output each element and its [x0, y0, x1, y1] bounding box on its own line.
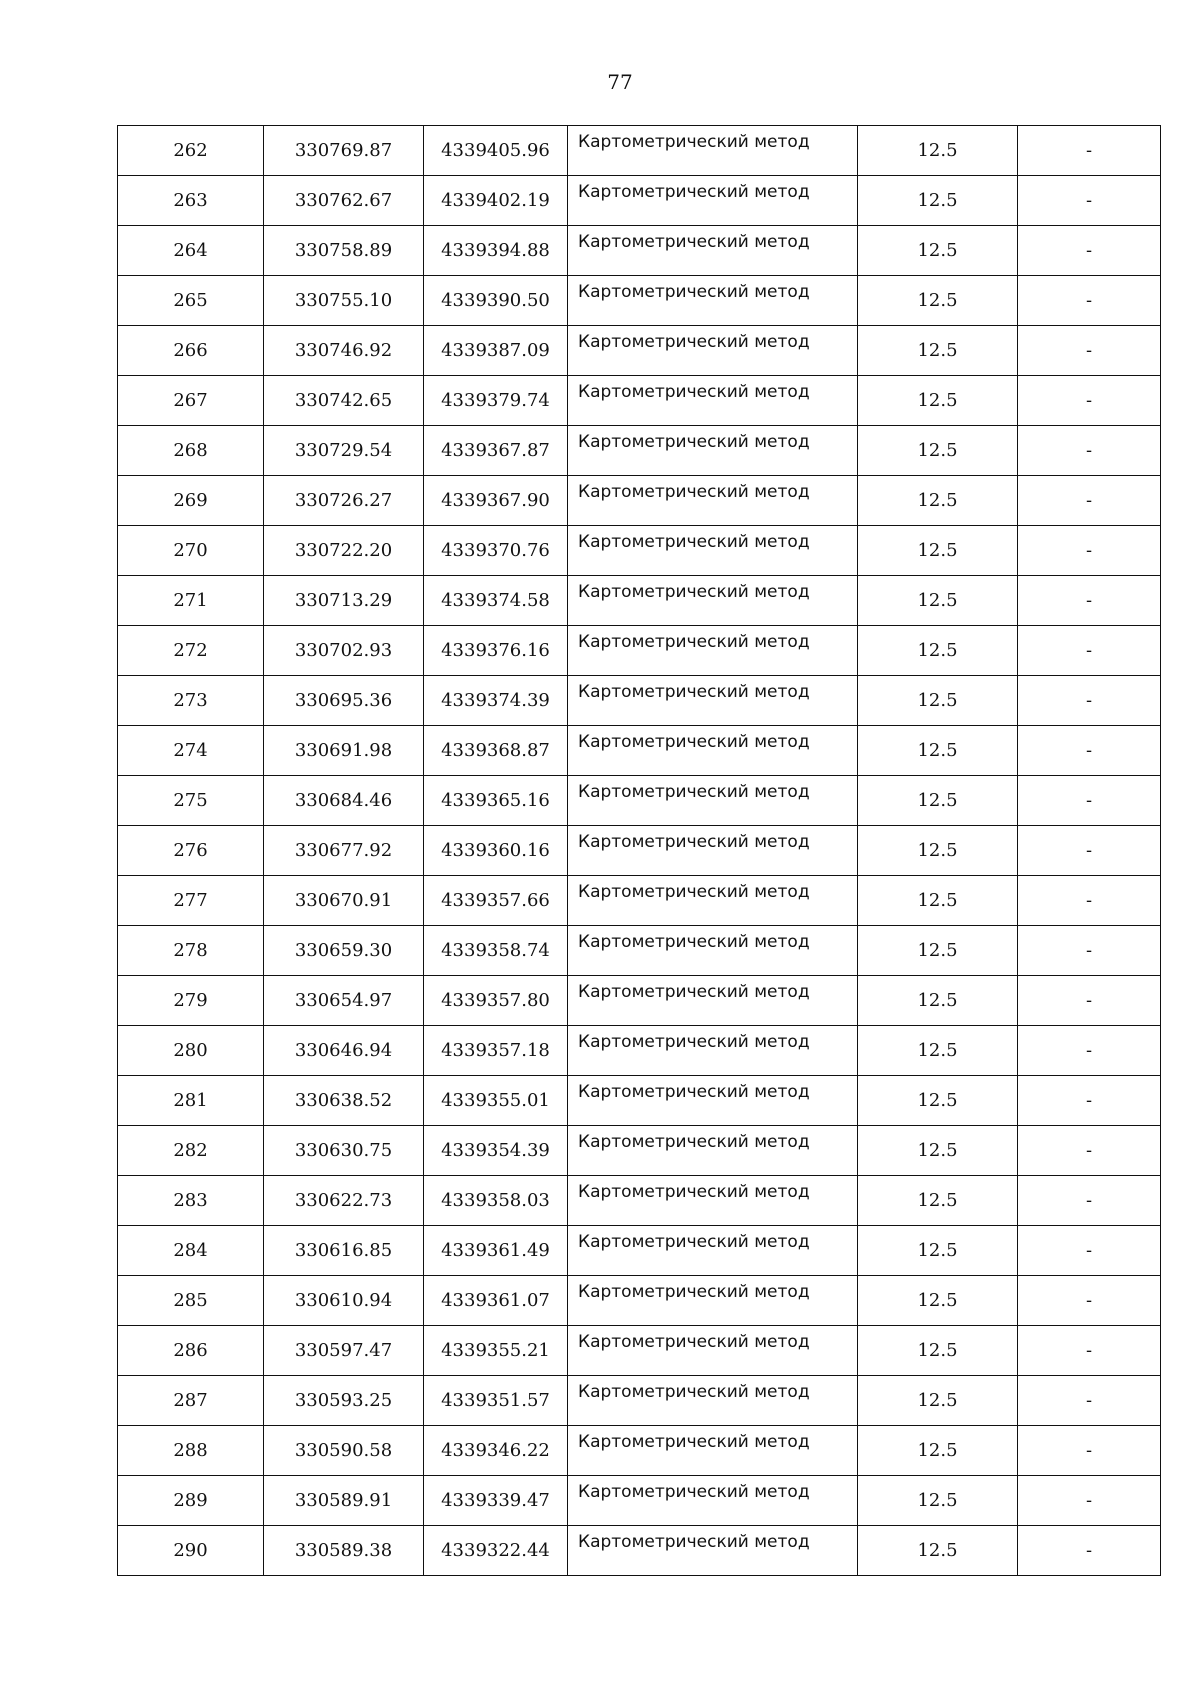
table-row	[118, 1426, 1161, 1476]
table-row	[118, 376, 1161, 426]
method-cell: Картометрический метод	[568, 1226, 858, 1276]
x-coordinate-cell: 330670.91	[264, 876, 424, 926]
x-coordinate-cell: 330659.30	[264, 926, 424, 976]
x-coordinate-cell: 330722.20	[264, 526, 424, 576]
point-number-cell: 283	[118, 1176, 264, 1226]
note-cell: -	[1018, 1126, 1161, 1176]
accuracy-cell: 12.5	[858, 326, 1018, 376]
accuracy-cell: 12.5	[858, 376, 1018, 426]
accuracy-cell: 12.5	[858, 1426, 1018, 1476]
note-cell: -	[1018, 1476, 1161, 1526]
method-cell: Картометрический метод	[568, 576, 858, 626]
table-row	[118, 876, 1161, 926]
point-number-cell: 265	[118, 276, 264, 326]
table-row	[118, 976, 1161, 1026]
table-row	[118, 276, 1161, 326]
accuracy-cell: 12.5	[858, 1476, 1018, 1526]
point-number-cell: 262	[118, 126, 264, 176]
x-coordinate-cell: 330589.91	[264, 1476, 424, 1526]
x-coordinate-cell: 330729.54	[264, 426, 424, 476]
y-coordinate-cell: 4339322.44	[424, 1526, 568, 1576]
point-number-cell: 281	[118, 1076, 264, 1126]
x-coordinate-cell: 330590.58	[264, 1426, 424, 1476]
method-cell: Картометрический метод	[568, 1276, 858, 1326]
method-cell: Картометрический метод	[568, 726, 858, 776]
note-cell: -	[1018, 1176, 1161, 1226]
method-cell: Картометрический метод	[568, 1026, 858, 1076]
y-coordinate-cell: 4339374.39	[424, 676, 568, 726]
y-coordinate-cell: 4339405.96	[424, 126, 568, 176]
y-coordinate-cell: 4339387.09	[424, 326, 568, 376]
table-row	[118, 226, 1161, 276]
x-coordinate-cell: 330758.89	[264, 226, 424, 276]
note-cell: -	[1018, 976, 1161, 1026]
note-cell: -	[1018, 676, 1161, 726]
x-coordinate-cell: 330702.93	[264, 626, 424, 676]
y-coordinate-cell: 4339361.07	[424, 1276, 568, 1326]
x-coordinate-cell: 330742.65	[264, 376, 424, 426]
y-coordinate-cell: 4339394.88	[424, 226, 568, 276]
method-cell: Картометрический метод	[568, 176, 858, 226]
x-coordinate-cell: 330630.75	[264, 1126, 424, 1176]
table-row	[118, 626, 1161, 676]
x-coordinate-cell: 330593.25	[264, 1376, 424, 1426]
x-coordinate-cell: 330616.85	[264, 1226, 424, 1276]
point-number-cell: 272	[118, 626, 264, 676]
table-row	[118, 676, 1161, 726]
note-cell: -	[1018, 1076, 1161, 1126]
y-coordinate-cell: 4339367.90	[424, 476, 568, 526]
point-number-cell: 268	[118, 426, 264, 476]
y-coordinate-cell: 4339367.87	[424, 426, 568, 476]
table-row	[118, 526, 1161, 576]
table-row	[118, 1326, 1161, 1376]
method-cell: Картометрический метод	[568, 526, 858, 576]
point-number-cell: 290	[118, 1526, 264, 1576]
accuracy-cell: 12.5	[858, 1326, 1018, 1376]
x-coordinate-cell: 330713.29	[264, 576, 424, 626]
table-row	[118, 576, 1161, 626]
accuracy-cell: 12.5	[858, 176, 1018, 226]
y-coordinate-cell: 4339361.49	[424, 1226, 568, 1276]
accuracy-cell: 12.5	[858, 226, 1018, 276]
note-cell: -	[1018, 1226, 1161, 1276]
note-cell: -	[1018, 226, 1161, 276]
note-cell: -	[1018, 1526, 1161, 1576]
x-coordinate-cell: 330762.67	[264, 176, 424, 226]
method-cell: Картометрический метод	[568, 1076, 858, 1126]
note-cell: -	[1018, 126, 1161, 176]
x-coordinate-cell: 330684.46	[264, 776, 424, 826]
method-cell: Картометрический метод	[568, 876, 858, 926]
note-cell: -	[1018, 326, 1161, 376]
coordinates-table	[117, 125, 1161, 1576]
point-number-cell: 280	[118, 1026, 264, 1076]
coordinates-table-body	[118, 126, 1161, 1576]
note-cell: -	[1018, 1276, 1161, 1326]
y-coordinate-cell: 4339358.74	[424, 926, 568, 976]
y-coordinate-cell: 4339357.66	[424, 876, 568, 926]
note-cell: -	[1018, 526, 1161, 576]
point-number-cell: 286	[118, 1326, 264, 1376]
point-number-cell: 277	[118, 876, 264, 926]
point-number-cell: 289	[118, 1476, 264, 1526]
table-row	[118, 1176, 1161, 1226]
table-row	[118, 776, 1161, 826]
x-coordinate-cell: 330654.97	[264, 976, 424, 1026]
accuracy-cell: 12.5	[858, 1276, 1018, 1326]
method-cell: Картометрический метод	[568, 1526, 858, 1576]
table-row	[118, 326, 1161, 376]
method-cell: Картометрический метод	[568, 826, 858, 876]
method-cell: Картометрический метод	[568, 476, 858, 526]
method-cell: Картометрический метод	[568, 1126, 858, 1176]
accuracy-cell: 12.5	[858, 576, 1018, 626]
point-number-cell: 267	[118, 376, 264, 426]
point-number-cell: 285	[118, 1276, 264, 1326]
table-row	[118, 1126, 1161, 1176]
y-coordinate-cell: 4339365.16	[424, 776, 568, 826]
note-cell: -	[1018, 1026, 1161, 1076]
x-coordinate-cell: 330691.98	[264, 726, 424, 776]
accuracy-cell: 12.5	[858, 476, 1018, 526]
note-cell: -	[1018, 376, 1161, 426]
accuracy-cell: 12.5	[858, 926, 1018, 976]
y-coordinate-cell: 4339360.16	[424, 826, 568, 876]
method-cell: Картометрический метод	[568, 626, 858, 676]
point-number-cell: 264	[118, 226, 264, 276]
method-cell: Картометрический метод	[568, 976, 858, 1026]
page-number: 77	[607, 70, 633, 94]
x-coordinate-cell: 330597.47	[264, 1326, 424, 1376]
point-number-cell: 273	[118, 676, 264, 726]
accuracy-cell: 12.5	[858, 876, 1018, 926]
accuracy-cell: 12.5	[858, 626, 1018, 676]
y-coordinate-cell: 4339355.01	[424, 1076, 568, 1126]
y-coordinate-cell: 4339402.19	[424, 176, 568, 226]
method-cell: Картометрический метод	[568, 1176, 858, 1226]
note-cell: -	[1018, 276, 1161, 326]
table-row	[118, 1526, 1161, 1576]
table-row	[118, 1076, 1161, 1126]
method-cell: Картометрический метод	[568, 126, 858, 176]
accuracy-cell: 12.5	[858, 1176, 1018, 1226]
y-coordinate-cell: 4339358.03	[424, 1176, 568, 1226]
table-row	[118, 826, 1161, 876]
note-cell: -	[1018, 1326, 1161, 1376]
point-number-cell: 287	[118, 1376, 264, 1426]
note-cell: -	[1018, 1376, 1161, 1426]
x-coordinate-cell: 330638.52	[264, 1076, 424, 1126]
table-row	[118, 1376, 1161, 1426]
method-cell: Картометрический метод	[568, 926, 858, 976]
method-cell: Картометрический метод	[568, 326, 858, 376]
x-coordinate-cell: 330622.73	[264, 1176, 424, 1226]
note-cell: -	[1018, 626, 1161, 676]
accuracy-cell: 12.5	[858, 1526, 1018, 1576]
accuracy-cell: 12.5	[858, 826, 1018, 876]
table-row	[118, 176, 1161, 226]
table-row	[118, 1276, 1161, 1326]
table-row	[118, 726, 1161, 776]
point-number-cell: 271	[118, 576, 264, 626]
y-coordinate-cell: 4339390.50	[424, 276, 568, 326]
note-cell: -	[1018, 926, 1161, 976]
method-cell: Картометрический метод	[568, 676, 858, 726]
point-number-cell: 275	[118, 776, 264, 826]
point-number-cell: 278	[118, 926, 264, 976]
point-number-cell: 269	[118, 476, 264, 526]
table-row	[118, 926, 1161, 976]
accuracy-cell: 12.5	[858, 526, 1018, 576]
method-cell: Картометрический метод	[568, 276, 858, 326]
table-row	[118, 476, 1161, 526]
point-number-cell: 279	[118, 976, 264, 1026]
y-coordinate-cell: 4339374.58	[424, 576, 568, 626]
note-cell: -	[1018, 426, 1161, 476]
method-cell: Картометрический метод	[568, 1326, 858, 1376]
note-cell: -	[1018, 476, 1161, 526]
table-row	[118, 1026, 1161, 1076]
method-cell: Картометрический метод	[568, 1376, 858, 1426]
accuracy-cell: 12.5	[858, 976, 1018, 1026]
note-cell: -	[1018, 776, 1161, 826]
note-cell: -	[1018, 726, 1161, 776]
point-number-cell: 276	[118, 826, 264, 876]
accuracy-cell: 12.5	[858, 1026, 1018, 1076]
table-row	[118, 1476, 1161, 1526]
y-coordinate-cell: 4339339.47	[424, 1476, 568, 1526]
method-cell: Картометрический метод	[568, 1426, 858, 1476]
x-coordinate-cell: 330677.92	[264, 826, 424, 876]
table-row	[118, 1226, 1161, 1276]
method-cell: Картометрический метод	[568, 426, 858, 476]
accuracy-cell: 12.5	[858, 1376, 1018, 1426]
accuracy-cell: 12.5	[858, 1226, 1018, 1276]
y-coordinate-cell: 4339354.39	[424, 1126, 568, 1176]
x-coordinate-cell: 330755.10	[264, 276, 424, 326]
point-number-cell: 266	[118, 326, 264, 376]
y-coordinate-cell: 4339357.18	[424, 1026, 568, 1076]
accuracy-cell: 12.5	[858, 426, 1018, 476]
table-row	[118, 426, 1161, 476]
x-coordinate-cell: 330769.87	[264, 126, 424, 176]
point-number-cell: 270	[118, 526, 264, 576]
note-cell: -	[1018, 826, 1161, 876]
y-coordinate-cell: 4339346.22	[424, 1426, 568, 1476]
method-cell: Картометрический метод	[568, 376, 858, 426]
accuracy-cell: 12.5	[858, 276, 1018, 326]
table-row	[118, 126, 1161, 176]
y-coordinate-cell: 4339368.87	[424, 726, 568, 776]
point-number-cell: 263	[118, 176, 264, 226]
x-coordinate-cell: 330610.94	[264, 1276, 424, 1326]
accuracy-cell: 12.5	[858, 676, 1018, 726]
note-cell: -	[1018, 1426, 1161, 1476]
accuracy-cell: 12.5	[858, 776, 1018, 826]
x-coordinate-cell: 330646.94	[264, 1026, 424, 1076]
method-cell: Картометрический метод	[568, 226, 858, 276]
method-cell: Картометрический метод	[568, 776, 858, 826]
accuracy-cell: 12.5	[858, 1076, 1018, 1126]
note-cell: -	[1018, 576, 1161, 626]
y-coordinate-cell: 4339370.76	[424, 526, 568, 576]
x-coordinate-cell: 330589.38	[264, 1526, 424, 1576]
y-coordinate-cell: 4339357.80	[424, 976, 568, 1026]
point-number-cell: 284	[118, 1226, 264, 1276]
point-number-cell: 274	[118, 726, 264, 776]
y-coordinate-cell: 4339351.57	[424, 1376, 568, 1426]
point-number-cell: 288	[118, 1426, 264, 1476]
x-coordinate-cell: 330726.27	[264, 476, 424, 526]
x-coordinate-cell: 330695.36	[264, 676, 424, 726]
y-coordinate-cell: 4339379.74	[424, 376, 568, 426]
y-coordinate-cell: 4339355.21	[424, 1326, 568, 1376]
note-cell: -	[1018, 176, 1161, 226]
note-cell: -	[1018, 876, 1161, 926]
accuracy-cell: 12.5	[858, 126, 1018, 176]
x-coordinate-cell: 330746.92	[264, 326, 424, 376]
accuracy-cell: 12.5	[858, 1126, 1018, 1176]
accuracy-cell: 12.5	[858, 726, 1018, 776]
method-cell: Картометрический метод	[568, 1476, 858, 1526]
y-coordinate-cell: 4339376.16	[424, 626, 568, 676]
point-number-cell: 282	[118, 1126, 264, 1176]
